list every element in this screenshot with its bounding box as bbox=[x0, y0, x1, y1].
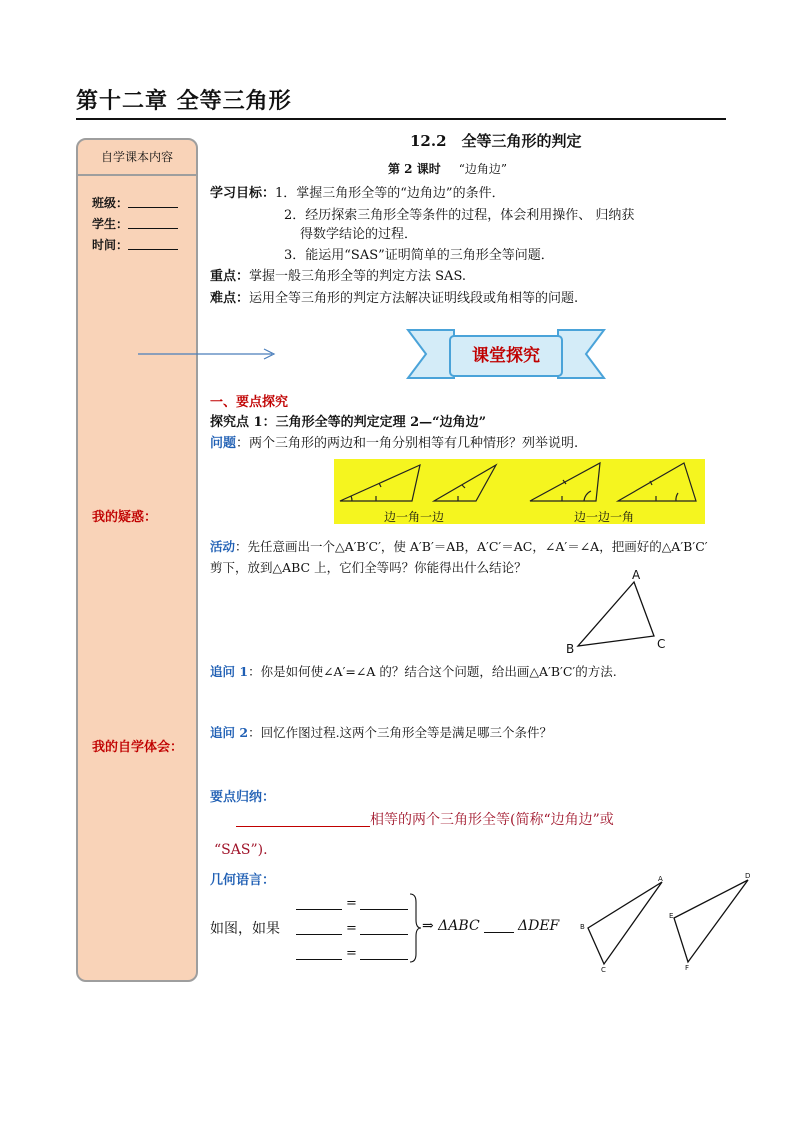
key-point bbox=[210, 265, 466, 284]
summary-blank[interactable] bbox=[236, 810, 370, 827]
right-brace-icon bbox=[408, 892, 422, 964]
lesson-title: 12.2 全等三角形的判定 bbox=[410, 132, 582, 150]
key-point-text: 掌握一般三角形全等的判定方法 SAS. bbox=[249, 269, 467, 284]
fig-label-e: E bbox=[669, 912, 674, 920]
condition-2-right[interactable] bbox=[360, 920, 408, 935]
condition-2-left[interactable] bbox=[296, 920, 342, 935]
follow-up-2-label: 追问 2 bbox=[210, 725, 249, 740]
fig-label-d: D bbox=[745, 872, 751, 880]
student-blank[interactable] bbox=[128, 216, 178, 229]
section-heading: 一、要点探究 bbox=[210, 395, 289, 410]
lesson-subtitle bbox=[388, 160, 507, 177]
congruent-triangles-figure bbox=[576, 874, 756, 974]
condition-1-eq: = bbox=[346, 896, 357, 911]
summary-text-1: 相等的两个三角形全等(简称“边角边”或 bbox=[370, 812, 614, 828]
objectives-label: 学习目标： bbox=[210, 186, 276, 201]
sidebar-panel bbox=[76, 138, 198, 982]
condition-3-eq: = bbox=[346, 946, 357, 961]
chapter-title: 第十二章 全等三角形 bbox=[76, 89, 292, 114]
summary-line-2: “SAS”). bbox=[214, 842, 268, 858]
geometry-label: 几何语言： bbox=[210, 873, 276, 888]
time-label: 时间： bbox=[92, 238, 129, 252]
time-field bbox=[92, 236, 178, 253]
difficulty bbox=[210, 287, 578, 306]
fig-label-f: F bbox=[685, 964, 690, 972]
condition-2-eq: = bbox=[346, 921, 357, 936]
fig-label-c: C bbox=[601, 966, 606, 974]
follow-up-1-label: 追问 1 bbox=[210, 664, 249, 679]
question bbox=[210, 432, 578, 451]
activity-label: 活动 bbox=[210, 539, 236, 554]
condition-1-right[interactable] bbox=[360, 895, 408, 910]
fig-label-a: A bbox=[658, 875, 663, 883]
objective-2-cont: 得数学结论的过程． bbox=[300, 227, 418, 242]
geometry-prefix: 如图，如果 bbox=[210, 921, 280, 937]
time-blank[interactable] bbox=[128, 237, 178, 250]
vertex-a-label: A bbox=[632, 568, 641, 582]
arrow-icon bbox=[136, 346, 281, 362]
class-blank[interactable] bbox=[128, 195, 178, 208]
sidebar-header: 自学课本内容 bbox=[78, 140, 196, 176]
difficulty-label: 难点： bbox=[210, 291, 250, 306]
activity-text-1: ：先任意画出一个△A′B′C′，使 A′B′＝AB，A′C′＝AC，∠A′＝∠A，把画好的△A′B′C′ bbox=[235, 539, 708, 554]
question-text: ：两个三角形的两边和一角分别相等有几种情形？列举说明. bbox=[236, 436, 579, 451]
student-field bbox=[92, 215, 178, 232]
lesson-period: 第 2 课时 bbox=[388, 162, 441, 176]
doubts-label: 我的疑惑： bbox=[92, 510, 158, 525]
activity-line-1 bbox=[210, 537, 708, 555]
student-label: 学生： bbox=[92, 217, 129, 231]
vertex-b-label: B bbox=[566, 642, 575, 656]
activity-line-2: 剪下，放到△ABC 上，它们全等吗？你能得出什么结论？ bbox=[210, 560, 527, 575]
follow-up-2-text: ：回忆作图过程.这两个三角形全等是满足哪三个条件？ bbox=[248, 725, 553, 740]
triangle-abc bbox=[560, 566, 670, 656]
case-label-left: 边一角一边 bbox=[384, 510, 445, 524]
condition-3-left[interactable] bbox=[296, 945, 342, 960]
relation-blank[interactable] bbox=[484, 918, 514, 933]
objective-1: 1．掌握三角形全等的“边角边”的条件． bbox=[275, 186, 505, 201]
difficulty-text: 运用全等三角形的判定方法解决证明线段或角相等的问题. bbox=[249, 291, 579, 306]
class-field bbox=[92, 194, 178, 211]
objective-3: 3．能运用“SAS”证明简单的三角形全等问题． bbox=[284, 248, 554, 263]
follow-up-1-text: ：你是如何使∠A′=∠A 的？结合这个问题，给出画△A′B′C′的方法. bbox=[248, 664, 617, 679]
header-rule bbox=[76, 118, 726, 120]
banner-text: 课堂探究 bbox=[472, 346, 540, 366]
objectives-row-1 bbox=[210, 182, 505, 201]
key-point-label: 重点： bbox=[210, 269, 250, 284]
lesson-topic: “边角边” bbox=[458, 162, 507, 176]
condition-1-left[interactable] bbox=[296, 895, 342, 910]
question-label: 问题 bbox=[210, 436, 237, 451]
condition-3-right[interactable] bbox=[360, 945, 408, 960]
class-label: 班级： bbox=[92, 196, 129, 210]
summary-label: 要点归纳： bbox=[210, 790, 276, 805]
objective-2: 2．经历探索三角形全等条件的过程，体会利用操作、 归纳获 bbox=[284, 208, 635, 223]
follow-up-1 bbox=[210, 662, 617, 680]
experience-label: 我的自学体会： bbox=[92, 740, 184, 755]
case-label-right: 边一边一角 bbox=[574, 510, 635, 524]
summary-line-1 bbox=[236, 809, 614, 829]
vertex-c-label: C bbox=[657, 637, 666, 651]
fig-label-b: B bbox=[580, 923, 585, 931]
implies-abc: ⇒ ΔABC bbox=[422, 918, 480, 934]
triangle-def: ΔDEF bbox=[518, 918, 560, 934]
follow-up-2 bbox=[210, 723, 552, 741]
explore-point-1: 探究点 1：三角形全等的判定定理 2—“边角边” bbox=[210, 415, 487, 430]
